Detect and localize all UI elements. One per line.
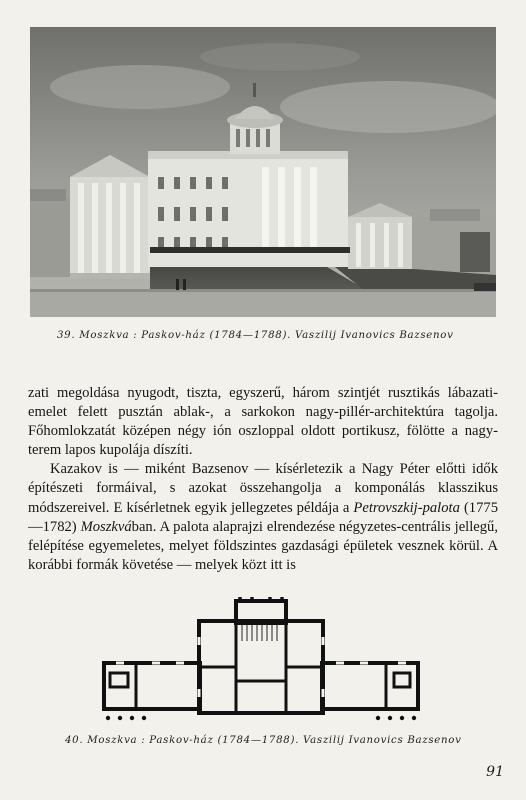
figure-39-caption: 39. Moszkva : Paskov-ház (1784—1788). Vaszilij Ivanovics Bazsenov bbox=[57, 330, 454, 341]
paragraph-1: zati megoldása nyugodt, tiszta, egyszerű, három szintjét rusztikás lábazati-emelet felett pusztán ablak-, a sarkokon nagy-pillér-architektúra tagolja. Főhomlokzatát középen négy ión oszloppal oldott portikusz, fölötte a nagy-terem lapos kupolája díszíti. bbox=[28, 385, 498, 459]
paragraph-2 bbox=[28, 460, 498, 575]
paragraph-2-text-a: Kazakov is — miként Bazsenov — kísérletezik a Nagy Péter előtti idők építészeti formáival, s azokat összehangolja a komponálás klasszikus módszereivel. E kísérletnek egyik jellegzetes példája a bbox=[28, 461, 498, 516]
figure-40-caption: 40. Moszkva : Paskov-ház (1784—1788). Vaszilij Ivanovics Bazsenov bbox=[65, 735, 462, 746]
figure-39-photo bbox=[30, 27, 496, 317]
petrovsky-palace-name: Petrovszkij-palota bbox=[353, 499, 460, 516]
moscow-name: Moszkvá bbox=[80, 518, 132, 535]
page-number: 91 bbox=[486, 764, 504, 780]
pashkov-house-photo bbox=[30, 27, 496, 317]
paragraph-2-text-c: ban. A palota alaprajzi elrendezése négyzetes-centrális jellegű, felépítése egyemeletes, melyet földszintes gazdasági épületek vesznek körül. A korábbi formák követése — melyek közt itt is bbox=[28, 518, 498, 573]
paragraph-2-text-b: (1775—1782) bbox=[28, 499, 498, 535]
figure-40-floor-plan bbox=[96, 597, 426, 725]
body-text bbox=[28, 384, 498, 575]
floor-plan-drawing bbox=[96, 597, 426, 725]
